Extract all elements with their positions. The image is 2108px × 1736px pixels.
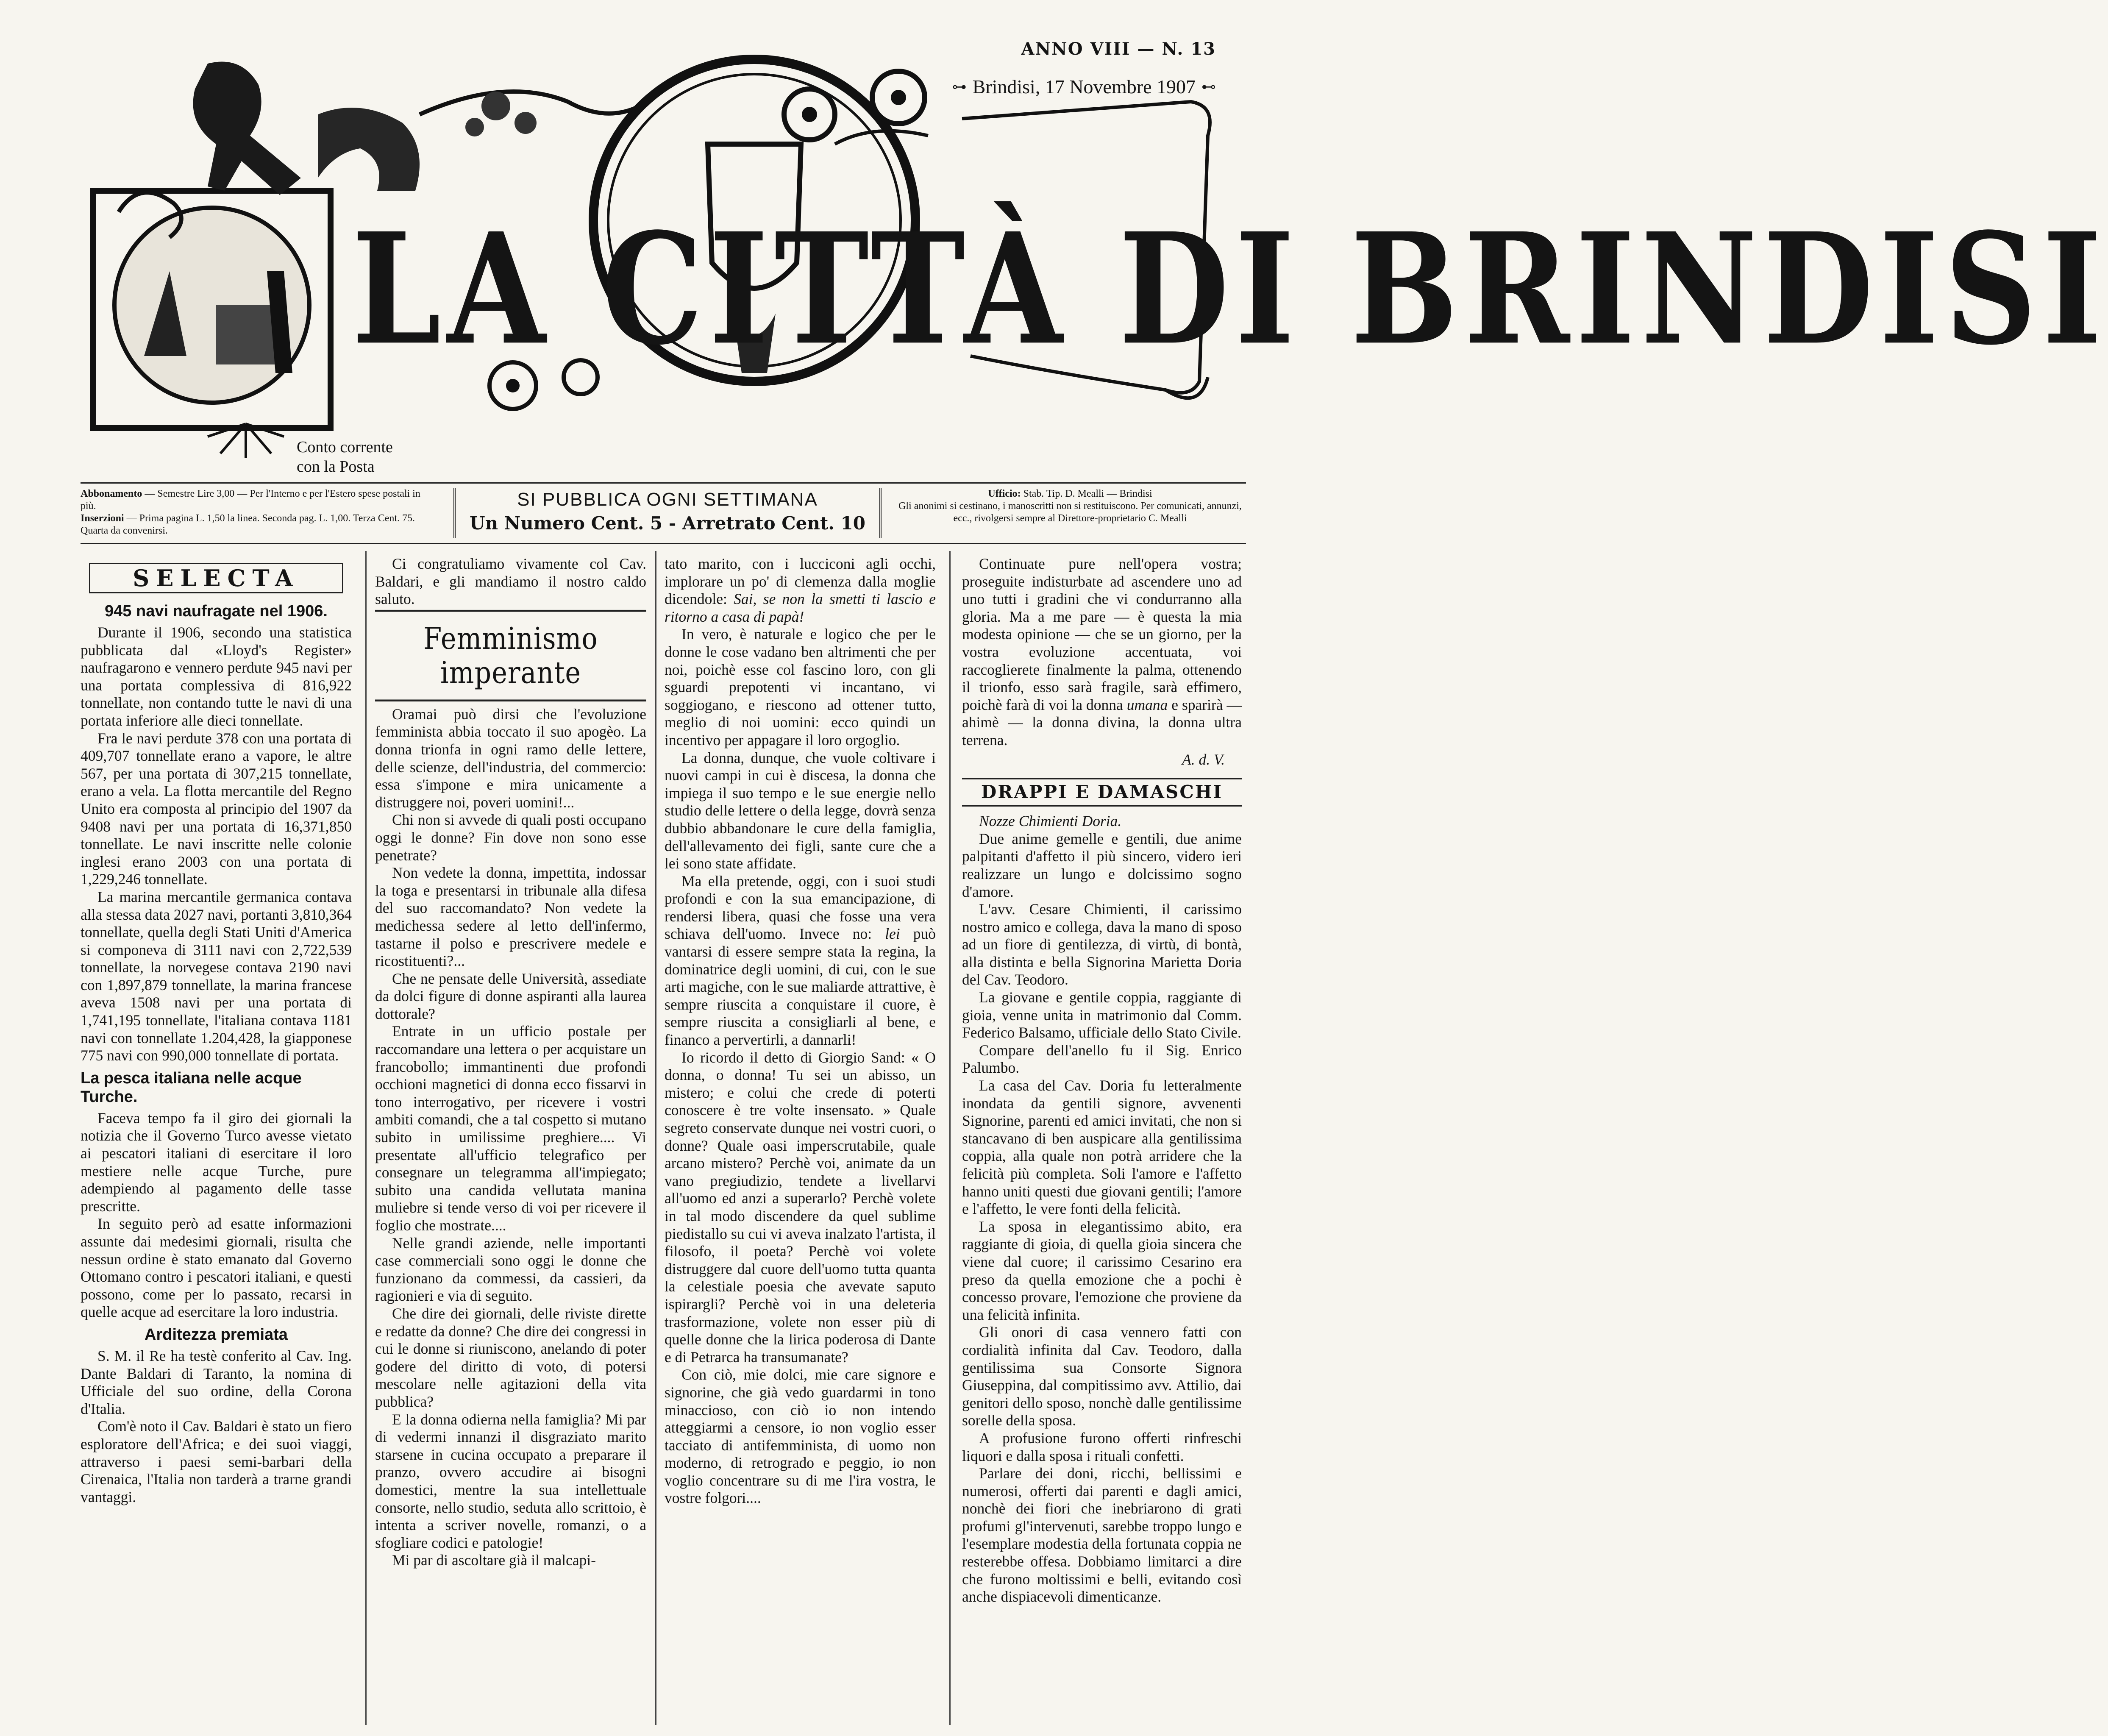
paragraph: La donna, dunque, che vuole coltivare i nuovi campi in cui è discesa, la donna che impiega il suo tempo e le sue energie nello studio delle lettere o della legge, dovrà senza dubbio abbandonare le cure della famiglia, dell'allevamento dei figli, sante cure che a lei sono state affidate. xyxy=(665,749,936,872)
issue-date xyxy=(952,75,1216,98)
paragraph: Entrate in un ufficio postale per raccomandare una lettera o per acquistare un francobollo; immantinenti due profondi occhioni magnetici di donna ecco fissarvi in tono interrogativo, per ricevere i vostri ambiti comandi, che a tal cospetto si mutano subito in umilissime preghiere.... Vi presentate all'ufficio telegrafico per consegnare un telegramma all'impiegato; subito una candida vellutata manina muliebre si tende verso di voi per ricevere il foglio che mostrate.... xyxy=(375,1023,646,1234)
paragraph: Gli onori di casa vennero fatti con cordialità infinita dal Cav. Teodoro, dalla gentilissima sua Consorte Signora Giuseppina, dal compitissimo avv. Attilio, dai genitori dello sposo, nonchè dalle gentilissime sorelle della sposa. xyxy=(962,1324,1242,1429)
column-rule xyxy=(365,551,367,1725)
italic-word: lei xyxy=(885,925,900,943)
column-4 xyxy=(962,555,1242,1725)
text-run: e sparirà — ahimè — la donna divina, la donna ultra terrena. xyxy=(962,696,1242,748)
paragraph: L'avv. Cesare Chimienti, il carissimo nostro amico e collega, dava la mano di sposo ad un fiore di gentilezza, di virtù, di bontà, alla distinta e bella Signorina Marietta Doria del Cav. Teodoro. xyxy=(962,901,1242,988)
paragraph: Nelle grandi aziende, nelle importanti case commerciali sono oggi le donne che funzionano da commessi, da cassieri, da ragionieri e via di seguito. xyxy=(375,1234,646,1305)
newspaper-title: LA CITTÀ DI BRINDISI xyxy=(352,199,2108,379)
postal-note-line1: Conto corrente xyxy=(297,438,393,456)
inserzioni-text: — Prima pagina L. 1,50 la linea. Seconda pag. L. 1,00. Terza Cent. 75. Quarta da convenirsi. xyxy=(81,513,415,536)
paragraph: Oramai può dirsi che l'evoluzione femminista abbia toccato il suo apogèo. La donna trionfa in ogni ramo delle lettere, delle scienze, dell'industria, del commercio: essa s'impone e mira unicamente a distruggere noi, poveri uomini!... xyxy=(375,705,646,811)
paragraph: La sposa in elegantissimo abito, era raggiante di gioia, di quella gioia sincera che viene dal cuore; il carissimo Cesarino era preso da quella emozione che a pochi è concesso provare, l'emozione che proviene da una felicità infinita. xyxy=(962,1218,1242,1323)
headline-drappi-e-damaschi: DRAPPI E DAMASCHI xyxy=(962,778,1242,807)
publication-info xyxy=(453,488,882,538)
office-info xyxy=(894,488,1246,525)
paragraph: Compare dell'anello fu il Sig. Enrico Palumbo. xyxy=(962,1041,1242,1077)
subscription-strip xyxy=(81,482,1246,544)
paragraph: Io ricordo il detto di Giorgio Sand: « O donna, o donna! Tu sei un abisso, un mistero; e colui che crede di poterti conoscere è tre volte insensato. » Quale segreto conservate dunque nei vostri cuori, o donne? Quale oasi imperscrutabile, quale arcano mistero? Perchè voi, animate da un vano pregiudizio, tendete a livellarvi all'uomo ed anzi a superarlo? Perchè volete in tal modo discendere da quel sublime piedistallo su cui vi aveva inalzato l'artista, il filosofo, il poeta? Perchè voi volete distruggere dal cuore dell'uomo tutta quanta la celestiale poesia che avevate saputo ispirargli? Perchè voi in una deleteria trasformazione, volete non esser più di quelle donne che la lirica poderosa di Dante e di Petrarca ha transumanate? xyxy=(665,1049,936,1366)
paragraph: Durante il 1906, secondo una statistica pubblicata dal «Lloyd's Register» naufragarono e vennero perdute 945 navi per una portata complessiva di 816,922 tonnellate, non contando tutte le navi di una portata inferiore alle dieci tonnellate. xyxy=(81,624,352,729)
date-text: Brindisi, 17 Novembre 1907 xyxy=(972,76,1196,97)
abbonamento-text: — Semestre Lire 3,00 — Per l'Interno e per l'Estero spese postali in più. xyxy=(81,488,420,512)
paragraph: A profusione furono offerti rinfreschi liquori e dalla sposa i rituali confetti. xyxy=(962,1429,1242,1464)
column-rule xyxy=(655,551,656,1725)
paragraph: Ci congratuliamo vivamente col Cav. Baldari, e gli mandiamo il nostro caldo saluto. xyxy=(375,555,646,608)
paragraph: E la donna odierna nella famiglia? Mi par di vedermi innanzi il disgraziato marito starsene in cucina occupato a preparare il pranzo, ovvero accudire ai bisogni domestici, mentre la sua intellettuale consorte, nello studio, seduta allo scrittoio, è intenta a scriver novelle, romanzi, o a sfogliare codici e patologie! xyxy=(375,1410,646,1551)
headline-femminismo-imperante: Femminismo imperante xyxy=(375,610,646,701)
subheadline-nozze: Nozze Chimienti Doria. xyxy=(979,812,1122,830)
paragraph: La giovane e gentile coppia, raggiante di gioia, venne unita in matrimonio dal Comm. Federico Balsamo, ufficiale dello Stato Civile. xyxy=(962,989,1242,1041)
paragraph: In vero, è naturale e logico che per le donne le cose vadano ben altrimenti che per noi, poichè esse col fascino loro, con gli sguardi prepotenti vi incantano, vi soggiogano, e riescono ad ottener tutto, meglio di noi uomini: ecco quindi un incentivo per appagare il loro orgoglio. xyxy=(665,626,936,748)
section-title-selecta: SELECTA xyxy=(89,563,343,593)
column-3 xyxy=(665,555,936,1725)
paragraph xyxy=(665,555,936,626)
paragraph: La marina mercantile germanica contava alla stessa data 2027 navi, portanti 3,810,364 tonnellate, quella degli Stati Uniti d'America si componeva di 3111 navi con 2,722,539 tonnellate, la norvegese contava 2190 navi con 1,897,879 tonnellate, la marina francese aveva 1508 navi per una portata di 1,741,195 tonnellate, l'italiana contava 1181 navi con tonnellate 1.204,428, la giapponese 775 navi con 990,000 tonnellate di portata. xyxy=(81,888,352,1064)
headline-pesca-italiana: La pesca italiana nelle acque Turche. xyxy=(81,1069,302,1106)
subscription-info xyxy=(81,488,432,537)
paragraph: Che ne pensate delle Università, assediate da dolci figure di donne aspiranti alla laurea dottorale? xyxy=(375,970,646,1022)
text-run: tato marito, con i lucciconi agli occhi, implorare un po' di clemenza dalla moglie dicendole: xyxy=(665,555,936,608)
headline-arditezza-premiata: Arditezza premiata xyxy=(145,1325,288,1344)
paragraph: Faceva tempo fa il giro dei giornali la notizia che il Governo Turco avesse vietato ai pescatori italiani di esercitare il loro mestiere nelle acque Turche, pure adempiendo al pagamento delle tasse prescritte. xyxy=(81,1109,352,1215)
office-notes: Gli anonimi si cestinano, i manoscritti non si restituiscono. Per comunicati, annunzi, ecc., rivolgersi sempre al Direttore-proprietario C. Mealli xyxy=(898,501,1242,524)
paragraph: Fra le navi perdute 378 con una portata di 409,707 tonnellate erano a vapore, le altre 567, per una portata di 307,215 tonnellate, erano a vela. La flotta mercantile del Regno Unito era composta al principio del 1907 da 9408 navi per una portata di 16,371,850 tonnellate. Le navi inscritte nelle colonie inglesi erano 2003 con una portata di 1,229,246 tonnellate. xyxy=(81,729,352,888)
inserzioni-label: Inserzioni xyxy=(81,513,124,524)
weekly-notice: SI PUBBLICA OGNI SETTIMANA xyxy=(517,489,818,510)
italic-word: umana xyxy=(1126,696,1168,713)
issue-number: ANNO VIII — N. 13 xyxy=(1021,39,1216,59)
column-2 xyxy=(375,555,646,1725)
paragraph: Chi non si avvede di quali posti occupano oggi le donne? Fin dove non sono esse penetrate? xyxy=(375,811,646,864)
headline-navi-naufragate: 945 navi naufragate nel 1906. xyxy=(105,602,328,620)
column-1 xyxy=(81,555,352,1725)
postal-note xyxy=(297,437,393,476)
paragraph: Com'è noto il Cav. Baldari è stato un fiero esploratore dell'Africa; e dei suoi viaggi, attraverso i paesi semi-barbari della Cirenaica, l'Italia non tarderà a trarne grandi vantaggi. xyxy=(81,1418,352,1505)
ufficio-text: Stab. Tip. D. Mealli — Brindisi xyxy=(1021,488,1152,499)
ufficio-label: Ufficio: xyxy=(988,488,1021,499)
paragraph: Non vedete la donna, impettita, indossar la toga e presentarsi in tribunale alla difesa del suo raccomandato? Non vedete la medichessa sedere al letto dell'infermo, tastarne il polso e prescrivere medele e ricostituenti?... xyxy=(375,864,646,970)
ornament-left-icon: ⊶ xyxy=(952,79,967,95)
paragraph: In seguito però ad esatte informazioni assunte dai medesimi giornali, risulta che nessun ordine è stato emanato dal Governo Ottomano contro i pescatori italiani, e questi possono, come per lo passato, recarsi in quelle acque ad esercitare la loro industria. xyxy=(81,1215,352,1321)
paragraph: Con ciò, mie dolci, mie care signore e signorine, che già vedo guardarmi in tono minaccioso, con ciò io non intendo atteggiarmi a censore, io non voglio esser tacciato di antifemminista, di uomo non moderno, di retrogrado e peggio, io non voglio concentrare su di me l'ira vostra, le vostre folgori.... xyxy=(665,1366,936,1507)
paragraph: Che dire dei giornali, delle riviste dirette e redatte da donne? Che dire dei congressi in cui le donne si riuniscono, anelando di poter godere del diritto di voto, di potersi mescolare nelle agitazioni della vita pubblica? xyxy=(375,1305,646,1410)
paragraph xyxy=(665,873,936,1049)
paragraph: La casa del Cav. Doria fu letteralmente inondata da gentili signore, avvenenti Signorine, parenti ed amici invitati, che non si stancavano di ben auspicare alla gentilissima coppia, alla quale non potrà arridere che la felicità più completa. Soli l'amore e l'affetto hanno uniti questi due giovani gentili; l'amore e l'affetto, le vere fonti della felicità. xyxy=(962,1077,1242,1218)
paragraph: Due anime gemelle e gentili, due anime palpitanti d'affetto il più sincero, videro ieri realizzare un lungo e dolcissimo sogno d'amore. xyxy=(962,830,1242,900)
text-run: Continuate pure nell'opera vostra; proseguite indisturbate ad ascendere uno ad uno tutti i gradini che vi condurranno alla gloria. Ma a me pare — è questa la mia modesta opinione — che se un giorno, per la vostra evoluzione accentuata, voi raccoglierete finalmente la palma, ottenendo il trionfo, esso sarà fragile, sarà effimero, poichè farà di voi la donna xyxy=(962,555,1242,713)
paragraph: Mi par di ascoltare già il malcapi- xyxy=(392,1552,596,1569)
paragraph xyxy=(962,555,1242,749)
column-rule xyxy=(949,551,951,1725)
ornament-right-icon: ⊷ xyxy=(1201,79,1216,95)
author-signature: A. d. V. xyxy=(1182,751,1225,768)
abbonamento-label: Abbonamento xyxy=(81,488,142,499)
postal-note-line2: con la Posta xyxy=(297,458,375,476)
text-run: Ma ella pretende, oggi, con i suoi studi profondi e con la sua emancipazione, di rendersi libera, quasi che fosse una vera schiava dell'uomo. Invece no: xyxy=(665,872,936,943)
price-notice: Un Numero Cent. 5 - Arretrato Cent. 10 xyxy=(470,513,865,534)
paragraph: Parlare dei doni, ricchi, bellissimi e numerosi, offerti dai parenti e dagli amici, nonchè dei fiori che inebriarono di grati profumi gl'intervenuti, sarebbe troppo lungo e l'esemplare modestia della fortunata coppia ne resterebbe offesa. Dobbiamo limitarci a dire che furono moltissimi e belli, evitando così anche dispiacevoli dimenticanze. xyxy=(962,1465,1242,1605)
italic-quote: Sai, se non la smetti ti lascio e ritorno a casa di papà! xyxy=(665,590,936,625)
text-run: può vantarsi di essere sempre stata la regina, la dominatrice degli uomini, di cui, con le sue arti magiche, con le sue maliarde attrattive, è sempre riuscita a conquistare il cuore, è sempre riuscita a consigliarli al bene, e financo a pervertirli, a dannarli! xyxy=(665,925,936,1049)
paragraph: S. M. il Re ha testè conferito al Cav. Ing. Dante Baldari di Taranto, la nomina di Ufficiale del suo ordine, della Corona d'Italia. xyxy=(81,1347,352,1417)
